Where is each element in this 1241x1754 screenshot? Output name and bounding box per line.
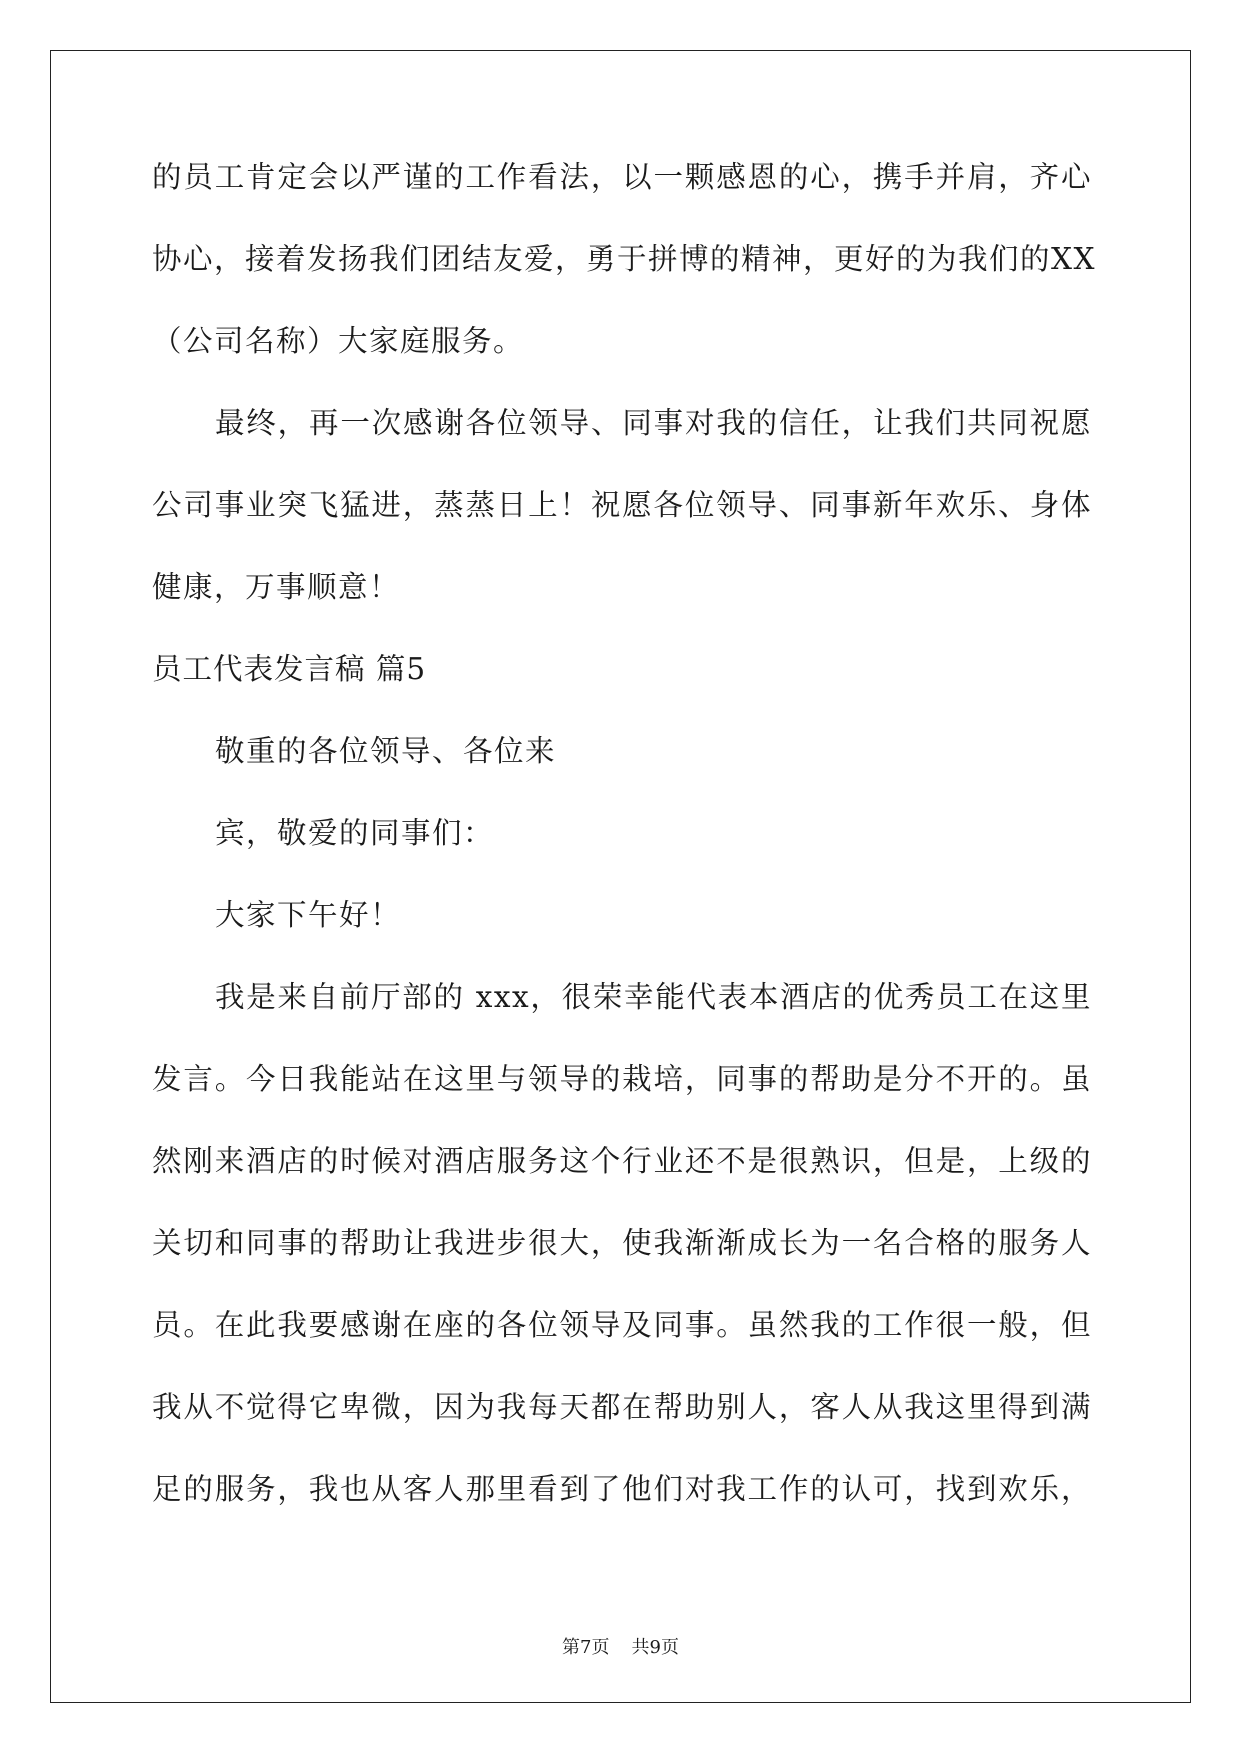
paragraph-line: 关切和同事的帮助让我进步很大，使我渐渐成长为一名合格的服务人	[152, 1226, 1092, 1260]
document-body	[152, 160, 1097, 1554]
paragraph-line: 敬重的各位领导、各位来	[215, 734, 557, 768]
paragraph-line: 健康，万事顺意！	[152, 570, 401, 604]
paragraph-line: 我是来自前厅部的 xxx，很荣幸能代表本酒店的优秀员工在这里	[215, 980, 1092, 1014]
paragraph-line: 协心，接着发扬我们团结友爱，勇于拼博的精神，更好的为我们的XX	[152, 242, 1097, 276]
paragraph-line: 最终，再一次感谢各位领导、同事对我的信任，让我们共同祝愿	[215, 406, 1092, 440]
paragraph-line: 发言。今日我能站在这里与领导的栽培，同事的帮助是分不开的。虽	[152, 1062, 1092, 1096]
paragraph-line: 的员工肯定会以严谨的工作看法，以一颗感恩的心，携手并肩，齐心	[152, 160, 1092, 194]
paragraph-line: 我从不觉得它卑微，因为我每天都在帮助别人，客人从我这里得到满	[152, 1390, 1092, 1424]
paragraph-line: 公司事业突飞猛进，蒸蒸日上！祝愿各位领导、同事新年欢乐、身体	[152, 488, 1092, 522]
paragraph-line: （公司名称）大家庭服务。	[152, 324, 525, 358]
page-footer	[0, 1633, 1241, 1659]
paragraph-line: 大家下午好！	[215, 898, 402, 932]
paragraph-line: 足的服务，我也从客人那里看到了他们对我工作的认可，找到欢乐，	[152, 1472, 1092, 1506]
page-number: 第7页	[562, 1637, 610, 1658]
paragraph-line: 员。在此我要感谢在座的各位领导及同事。虽然我的工作很一般，但	[152, 1308, 1092, 1342]
section-heading: 员工代表发言稿 篇5	[152, 652, 427, 686]
paragraph-line: 宾，敬爱的同事们：	[215, 816, 495, 850]
page-total: 共9页	[631, 1637, 679, 1658]
paragraph-line: 然刚来酒店的时候对酒店服务这个行业还不是很熟识，但是，上级的	[152, 1144, 1092, 1178]
